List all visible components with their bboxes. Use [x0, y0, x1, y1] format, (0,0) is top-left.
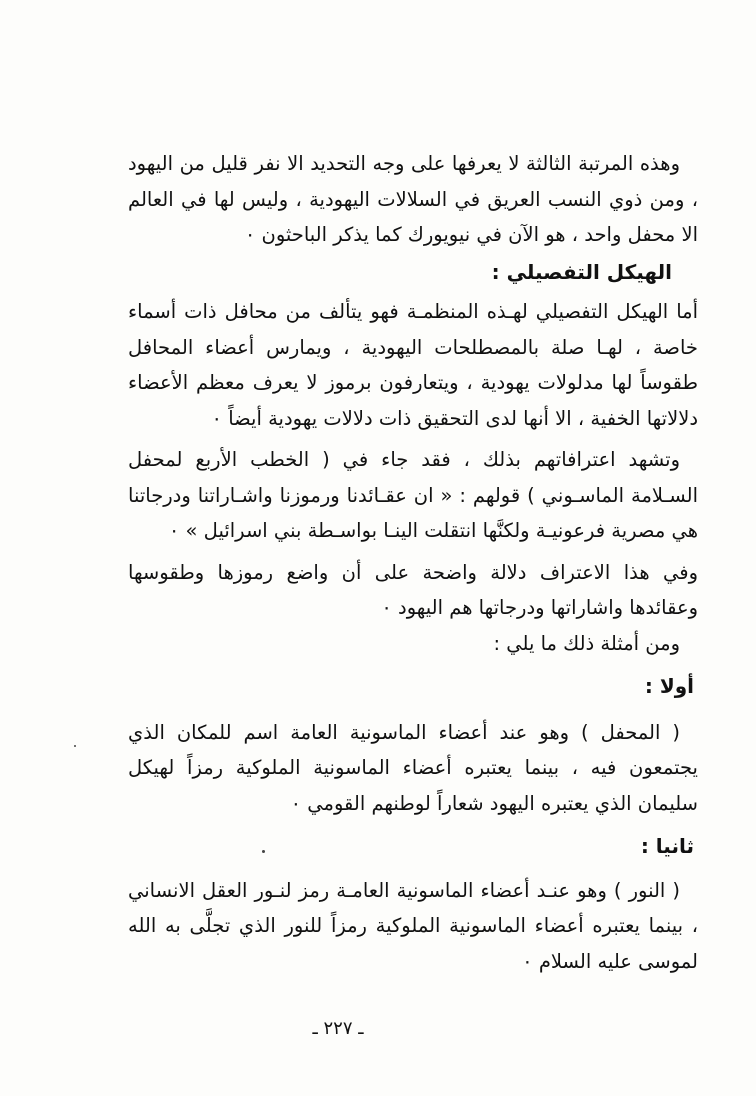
body-text — [128, 146, 698, 979]
paragraph-lodge: ( المحفل ) وهو عند أعضاء الماسونية العامة اسم للمكان الذي يجتمعون فيه ، بينما يعتبره أعضاء الماسونية الملوكية رمزاً لهيكل سليمان الذي يعتبره اليهود شعاراً لوطنهم القومي ٠ — [128, 720, 698, 815]
paragraph-jewish-symbols: وفي هذا الاعتراف دلالة واضحة على أن واضع رموزها وطقوسها وعقائدها واشاراتها ودرجاتها هم اليهود ٠ — [128, 560, 698, 619]
scan-speck — [74, 745, 76, 747]
paragraph-confessions: وتشهد اعترافاتهم بذلك ، فقد جاء في ( الخطب الأربع لمحفل السـلامة الماسـوني ) قولهم : « ان عقـائدنا ورموزنا واشـاراتنا ودرجاتنا هي مصرية فرعونيـة ولكنَّها انتقلت الينـا بواسـطة بني اسرائيل » ٠ — [128, 448, 698, 542]
paragraph-examples-intro: ومن أمثلة ذلك ما يلي : — [493, 631, 680, 655]
page-number: ـ ٢٢٧ ـ — [312, 1018, 364, 1039]
heading-detailed-structure: الهيكل التفصيلي : — [491, 259, 672, 284]
heading-first: أولا : — [644, 674, 694, 698]
heading-second: ثانيا : — [640, 834, 694, 858]
paragraph-intro: وهذه المرتبة الثالثة لا يعرفها على وجه التحديد الا نفر قليل من اليهود ، ومن ذوي النسب العريق في السلالات اليهودية ، وليس لها في العالم الا محفل واحد ، هو الآن في نيويورك كما يذكر الباحثون ٠ — [128, 152, 698, 246]
paragraph-structure: أما الهيكل التفصيلي لهـذه المنظمـة فهو يتألف من محافل ذات أسماء خاصة ، لهـا صلة بالمصطلحات اليهودية ، ويمارس أعضاء المحافل طقوساً لها مدلولات يهودية ، ويتعارفون برموز لا يعرف معظم الأعضاء دلالاتها الخفية ، الا أنها لدى التحقيق ذات دلالات يهودية أيضاً ٠ — [128, 300, 698, 430]
paragraph-light: ( النور ) وهو عنـد أعضاء الماسونية العامـة رمز لنـور العقل الانساني ، بينما يعتبره أعضاء الماسونية الملوكية رمزاً للنور الذي تجلَّى به الله لموسى عليه السلام ٠ — [128, 878, 698, 973]
